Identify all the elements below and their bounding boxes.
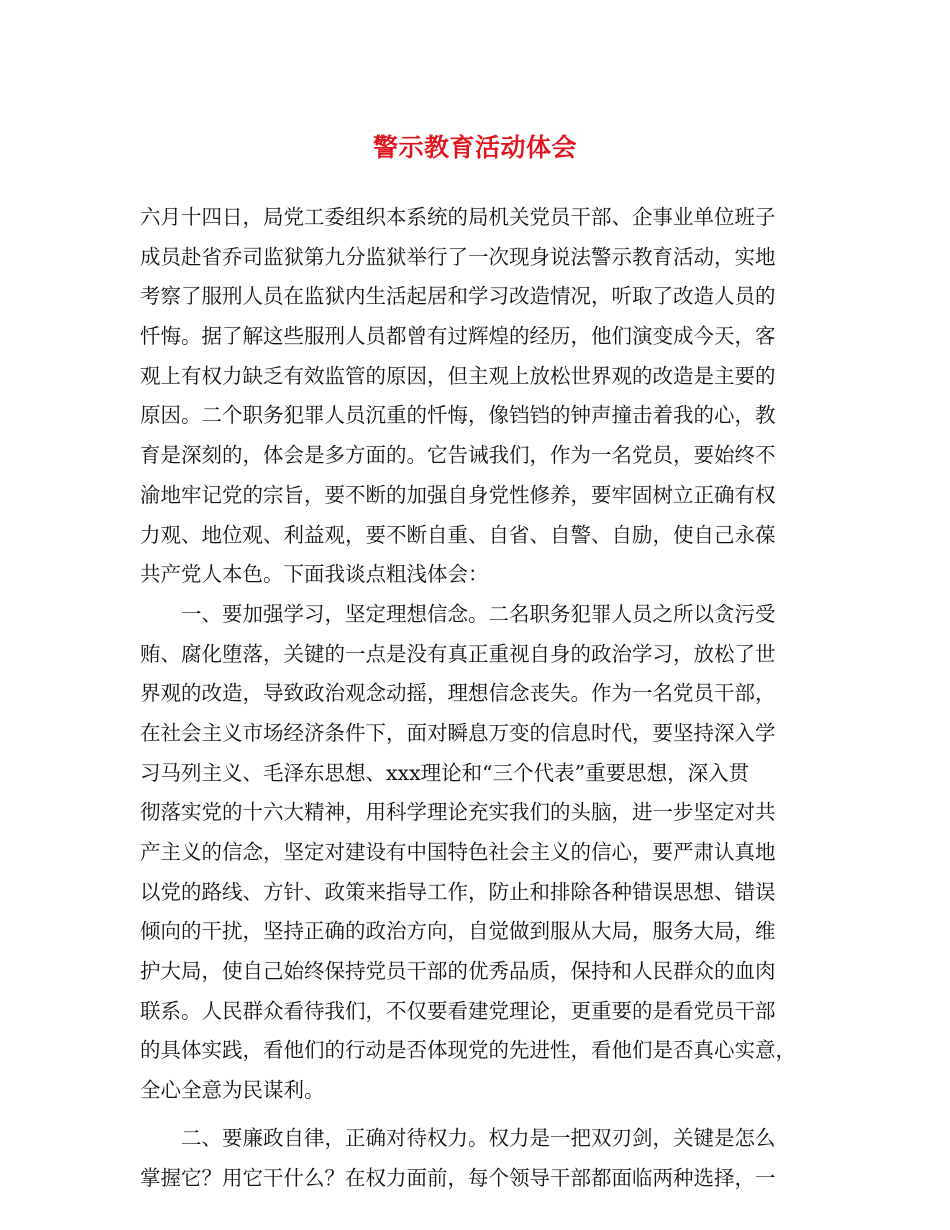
document-title: 警示教育活动体会 xyxy=(372,133,577,162)
document-body xyxy=(140,198,820,1198)
text-line: 忏悔。据了解这些服刑人员都曾有过辉煌的经历，他们演变成今天，客 xyxy=(140,324,776,349)
text-line: 倾向的干扰，坚持正确的政治方向，自觉做到服从大局，服务大局，维 xyxy=(140,919,776,944)
text-line: 成员赴省乔司监狱第九分监狱举行了一次现身说法警示教育活动，实地 xyxy=(140,244,776,269)
text-line: 贿、腐化堕落，关键的一点是没有真正重视自身的政治学习，放松了世 xyxy=(140,641,776,666)
text-line: 联系。人民群众看待我们，不仅要看建党理论，更重要的是看党员干部 xyxy=(140,998,776,1023)
text-line: 共产党人本色。下面我谈点粗浅体会： xyxy=(140,562,489,587)
text-line: 以党的路线、方针、政策来指导工作，防止和排除各种错误思想、错误 xyxy=(140,879,776,904)
text-line: 渝地牢记党的宗旨，要不断的加强自身党性修养，要牢固树立正确有权 xyxy=(140,482,776,507)
paragraph-heading-line: 二、要廉政自律，正确对待权力。权力是一把双刃剑，关键是怎么 xyxy=(181,1125,776,1150)
text-line: 护大局，使自己始终保持党员干部的优秀品质，保持和人民群众的血肉 xyxy=(140,959,776,984)
text-line: 彻落实党的十六大精神，用科学理论充实我们的头脑，进一步坚定对共 xyxy=(140,800,776,825)
text-line: 原因。二个职务犯罪人员沉重的忏悔，像铛铛的钟声撞击着我的心，教 xyxy=(140,403,776,428)
text-line: 力观、地位观、利益观，要不断自重、自省、自警、自励，使自己永葆 xyxy=(140,522,776,547)
text-line: 界观的改造，导致政治观念动摇，理想信念丧失。作为一名党员干部， xyxy=(140,681,776,706)
text-line: 观上有权力缺乏有效监管的原因，但主观上放松世界观的改造是主要的 xyxy=(140,363,776,388)
paragraph-heading-line: 一、要加强学习，坚定理想信念。二名职务犯罪人员之所以贪污受 xyxy=(181,601,776,626)
text-line: 全心全意为民谋利。 xyxy=(140,1078,325,1103)
text-line: 的具体实践，看他们的行动是否体现党的先进性，看他们是否真心实意， xyxy=(140,1038,796,1063)
text-line: 产主义的信念，坚定对建设有中国特色社会主义的信心，要严肃认真地 xyxy=(140,840,776,864)
text-line: 习马列主义、毛泽东思想、xxx理论和“三个代表”重要思想，深入贯 xyxy=(140,760,750,785)
text-line: 考察了服刑人员在监狱内生活起居和学习改造情况，听取了改造人员的 xyxy=(140,284,776,309)
text-line: 在社会主义市场经济条件下，面对瞬息万变的信息时代，要坚持深入学 xyxy=(140,720,776,745)
text-line: 掌握它？用它干什么？在权力面前，每个领导干部都面临两种选择，一 xyxy=(140,1165,776,1190)
paragraph-gap xyxy=(140,1111,820,1119)
text-line: 育是深刻的，体会是多方面的。它告诫我们，作为一名党员，要始终不 xyxy=(140,443,776,468)
text-line: 六月十四日，局党工委组织本系统的局机关党员干部、企事业单位班子 xyxy=(140,205,776,229)
